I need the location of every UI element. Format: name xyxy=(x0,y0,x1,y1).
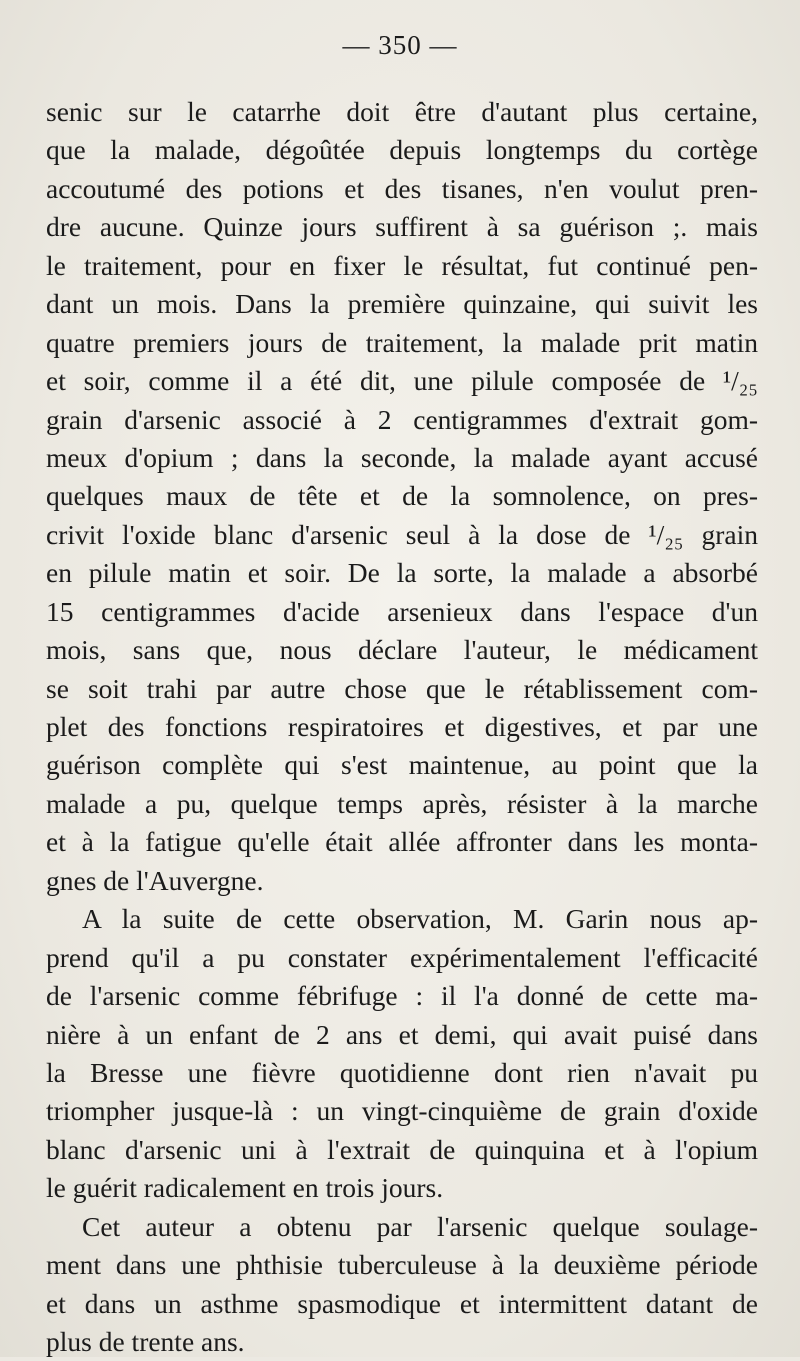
text-line: malade a pu, quelque temps après, résister à la marche xyxy=(46,787,758,819)
text-line: dre aucune. Quinze jours suffirent à sa guérison ;. mais xyxy=(46,211,758,243)
text-line: guérison complète qui s'est maintenue, au point que la xyxy=(46,749,758,781)
text-line: la Bresse une fièvre quotidienne dont rien n'avait pu xyxy=(46,1056,758,1088)
text-line: que la malade, dégoûtée depuis longtemps du cortège xyxy=(46,134,758,166)
text-line: quelques maux de tête et de la somnolence, on pres- xyxy=(46,480,758,512)
text-line: meux d'opium ; dans la seconde, la malade ayant accusé xyxy=(46,441,758,473)
text-line: gnes de l'Auvergne. xyxy=(46,864,264,896)
text-line: dant un mois. Dans la première quinzaine, qui suivit les xyxy=(46,288,758,320)
text-line: le guérit radicalement en trois jours. xyxy=(46,1172,444,1204)
text-line: quatre premiers jours de traitement, la malade prit matin xyxy=(46,326,758,358)
text-line: blanc d'arsenic uni à l'extrait de quinquina et à l'opium xyxy=(46,1133,758,1165)
text-line: accoutumé des potions et des tisanes, n'en voulut pren- xyxy=(46,172,758,204)
page-number: — 350 — xyxy=(342,30,458,60)
text-line: 15 centigrammes d'acide arsenieux dans l'espace d'un xyxy=(46,595,758,627)
text-line: crivit l'oxide blanc d'arsenic seul à la dose de ¹/₂₅ grain xyxy=(46,518,758,550)
paragraph-start-line: A la suite de cette observation, M. Garin nous ap- xyxy=(82,903,758,935)
text-line: et à la fatigue qu'elle était allée affronter dans les monta- xyxy=(46,826,758,858)
text-line: de l'arsenic comme fébrifuge : il l'a donné de cette ma- xyxy=(46,980,758,1012)
text-line: nière à un enfant de 2 ans et demi, qui avait puisé dans xyxy=(46,1018,758,1050)
text-line: mois, sans que, nous déclare l'auteur, le médicament xyxy=(46,634,758,666)
text-line: plus de trente ans. xyxy=(46,1326,245,1357)
text-line: le traitement, pour en fixer le résultat, fut continué pen- xyxy=(46,249,758,281)
text-line: ment dans une phthisie tuberculeuse à la deuxième période xyxy=(46,1249,758,1281)
text-line: prend qu'il a pu constater expérimentalement l'efficacité xyxy=(46,941,758,973)
text-line: triompher jusque-là : un vingt-cinquième de grain d'oxide xyxy=(46,1095,758,1127)
text-line: plet des fonctions respiratoires et digestives, et par une xyxy=(46,711,758,742)
text-line: grain d'arsenic associé à 2 centigrammes d'extrait gom- xyxy=(46,403,758,435)
paragraph-start-line: Cet auteur a obtenu par l'arsenic quelque soulage- xyxy=(82,1210,758,1242)
body-text xyxy=(46,93,758,1361)
text-line: et soir, comme il a été dit, une pilule composée de ¹/₂₅ xyxy=(46,365,758,397)
text-line: senic sur le catarrhe doit être d'autant plus certaine, xyxy=(46,96,758,127)
text-line: se soit trahi par autre chose que le rétablissement com- xyxy=(46,672,758,704)
text-line: et dans un asthme spasmodique et intermittent datant de xyxy=(46,1287,758,1319)
text-line: en pilule matin et soir. De la sorte, la malade a absorbé xyxy=(46,557,758,589)
